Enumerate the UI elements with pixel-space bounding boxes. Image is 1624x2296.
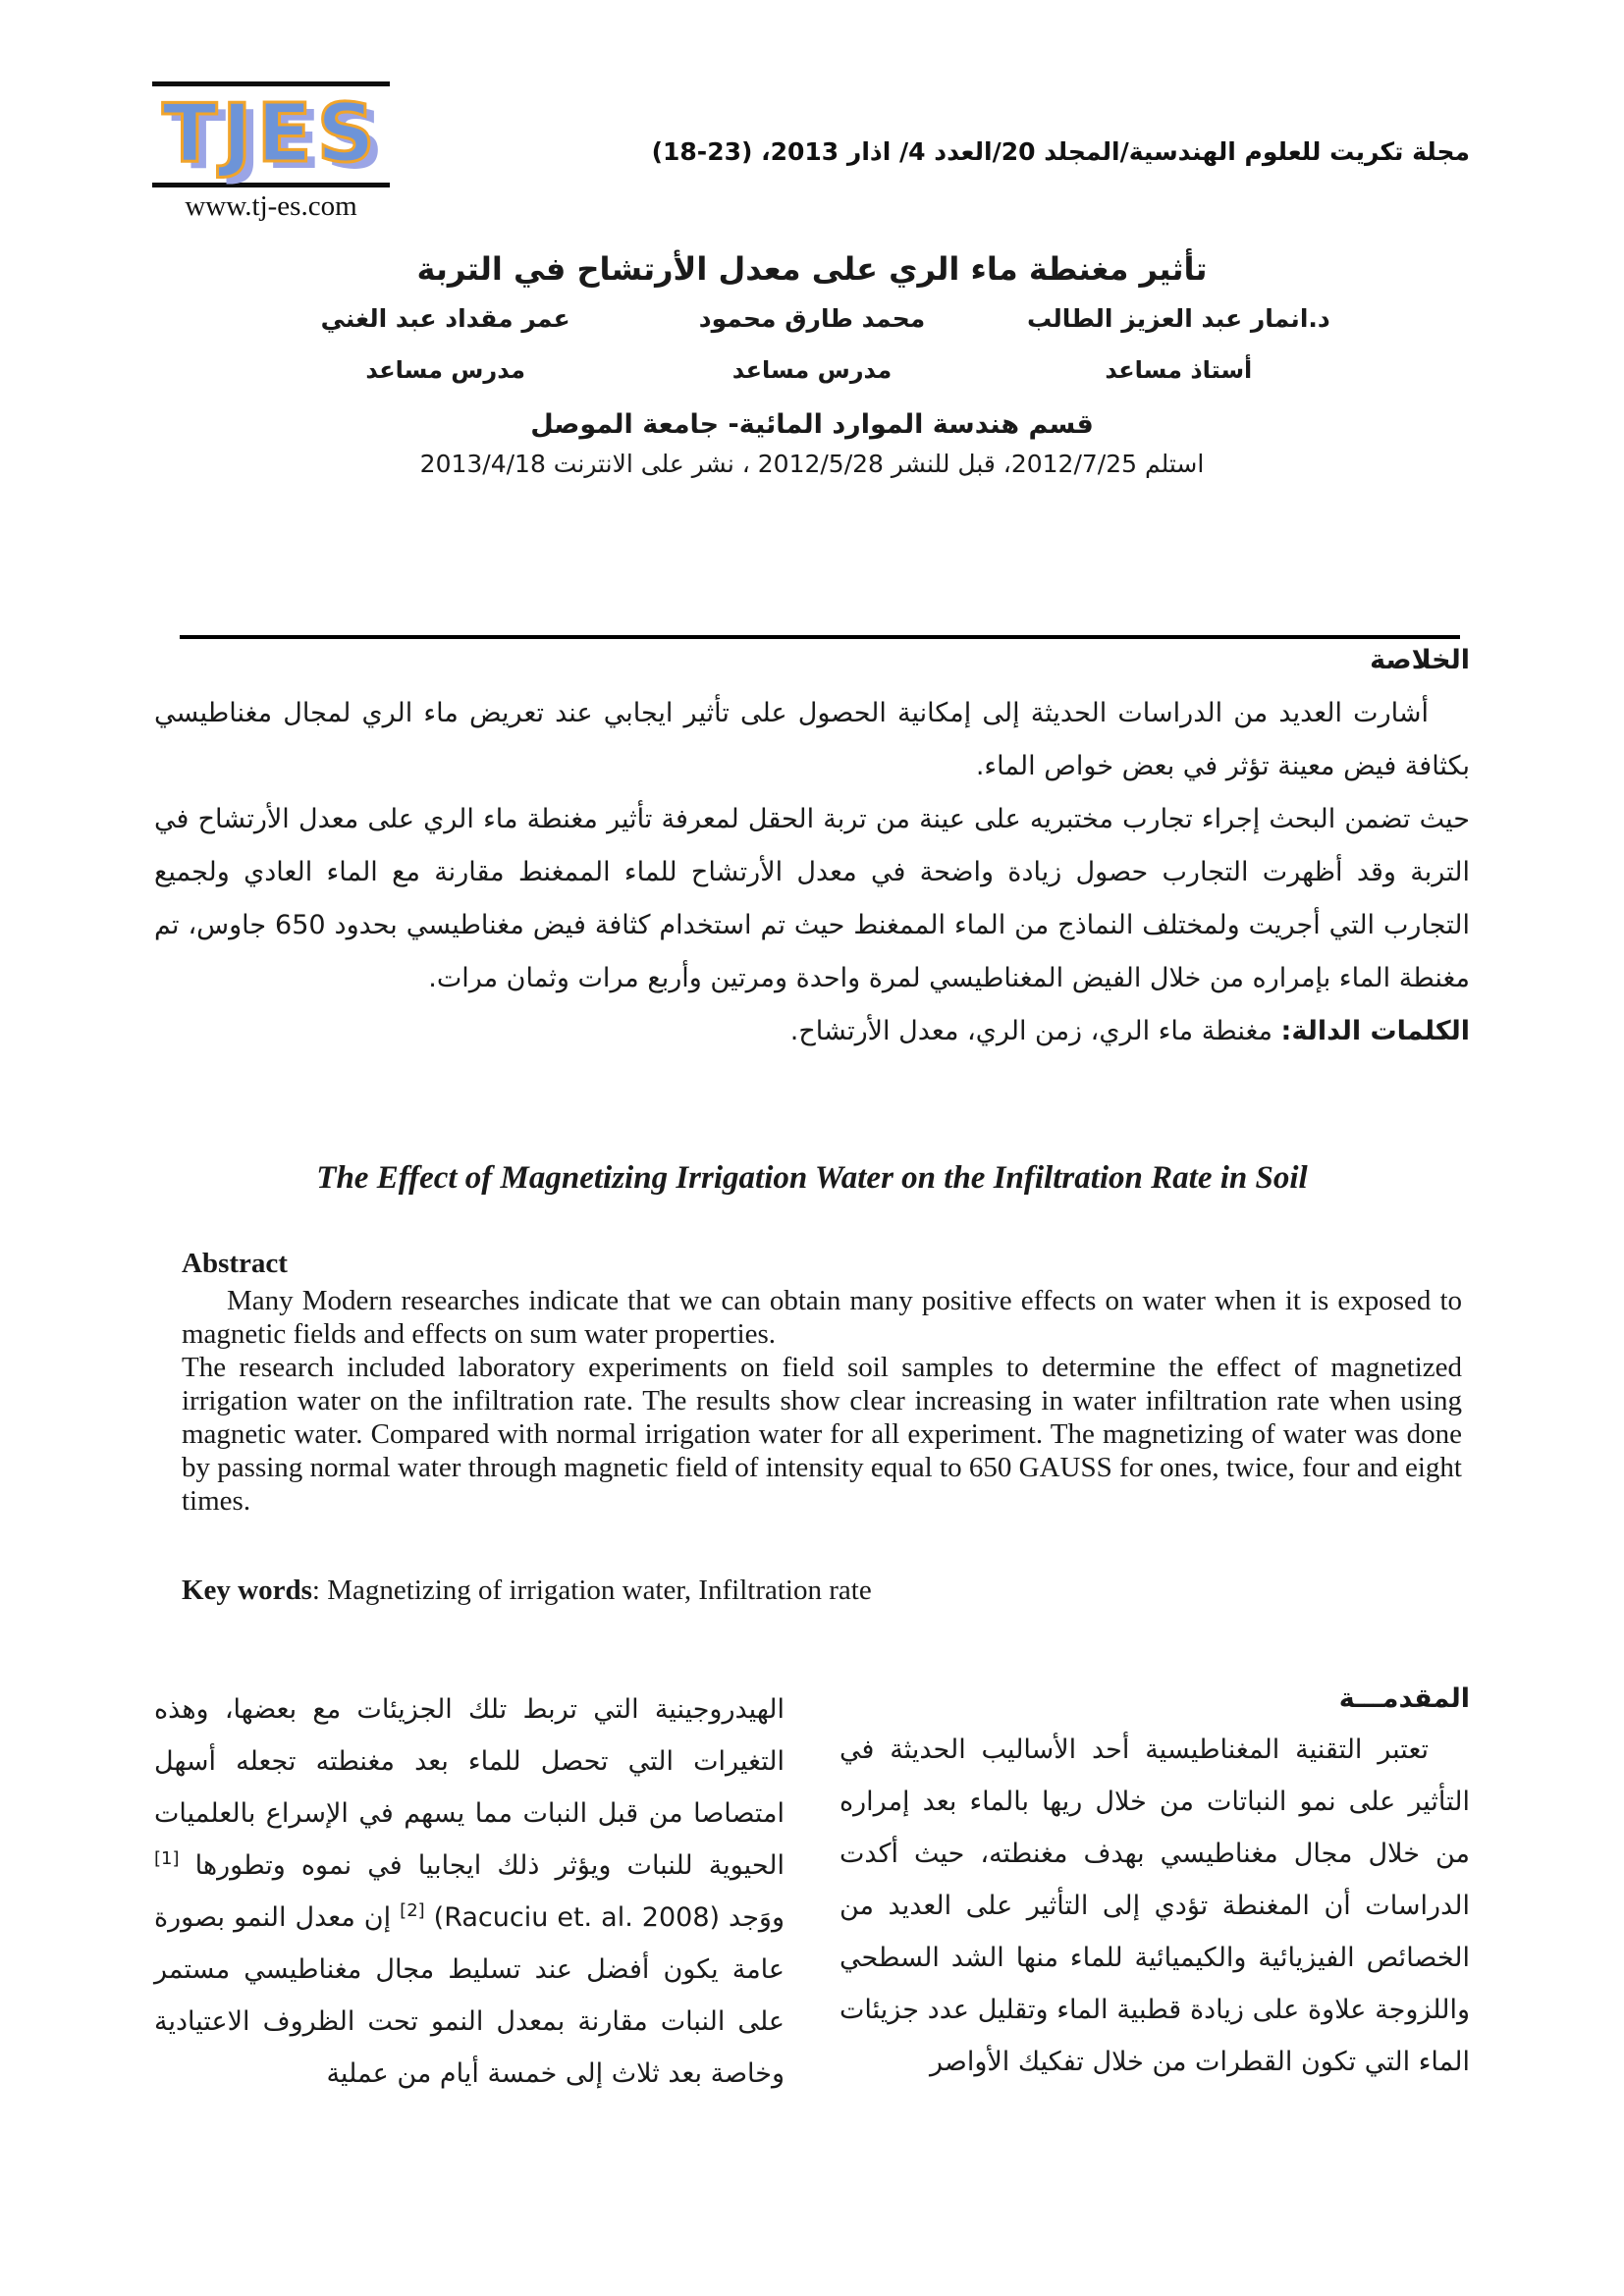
author-name-2: محمد طارق محمود xyxy=(698,304,926,333)
submission-dates: استلم 2012/7/25، قبل للنشر 2012/5/28 ، نشر على الانترنت 2013/4/18 xyxy=(419,450,1205,478)
intro-column-right xyxy=(839,1683,1470,2100)
english-abstract-paragraph-1: Many Modern researches indicate that we can obtain many positive effects on water when it is exposed to magnetic fields and effects on sum water properties. xyxy=(182,1285,1462,1350)
intro-paragraph-left xyxy=(154,1683,785,2100)
introduction-heading: المقدمـــة xyxy=(1338,1683,1470,1714)
intro-left-text-1: الهيدروجينية التي تربط تلك الجزيئات مع بعضها، وهذه التغيرات التي تحصل للماء بعد مغنطته تجعله أسهل امتصاصا من قبل النبات مما يسهم في الإسراع بالعلميات الحيوية للنبات ويؤثر ذلك ايجابيا في نموه وتطورها xyxy=(154,1694,785,1881)
citation-ref-2: [2] xyxy=(400,1900,425,1921)
author-position-1: أستاذ مساعد xyxy=(1105,356,1253,384)
english-abstract-section xyxy=(154,1248,1470,1518)
intro-column-left xyxy=(154,1683,785,2100)
author-position-2: مدرس مساعد xyxy=(731,356,893,384)
positions-row xyxy=(262,356,1362,384)
intro-left-text-3: إن معدل النمو بصورة عامة يكون أفضل عند تسليط مجال مغناطيسي مستمر على النبات مقارنة بمعدل النمو تحت الظروف الاعتيادية وخاصة بعد ثلاث إلى خمسة أيام من عملية xyxy=(154,1902,785,2089)
arabic-keywords-text: مغنطة ماء الري، زمن الري، معدل الأرتشاح. xyxy=(789,1016,1281,1046)
journal-logo-text: TJES xyxy=(162,87,380,181)
authors-row xyxy=(262,304,1362,333)
arabic-abstract-paragraph-2: حيث تضمن البحث إجراء تجارب مختبريه على عينة من تربة الحقل لمعرفة تأثير مغنطة ماء الري على معدل الأرتشاح في التربة وقد أظهرت التجارب حصول زيادة واضحة في معدل الأرتشاح للماء الممغنط مقارنة مع الماء العادي ولجميع التجارب التي أجريت ولمختلف النماذج من الماء الممغنط حيث تم استخدام كثافة فيض مغناطيسي بحدود 650 جاوس، تم مغنطة الماء بإمراره من خلال الفيض المغناطيسي لمرة واحدة ومرتين وأربع مرات وثمان مرات. xyxy=(154,804,1470,993)
author-name-1: د.انمار عبد العزيز الطالب xyxy=(1026,304,1330,333)
arabic-abstract-paragraph-1: أشارت العديد من الدراسات الحديثة إلى إمكانية الحصول على تأثير ايجابي عند تعريض ماء الري لمجال مغناطيسي بكثافة فيض معينة تؤثر في بعض خواص الماء. xyxy=(154,698,1470,781)
english-keywords-text: : Magnetizing of irrigation water, Infiltration rate xyxy=(311,1575,872,1606)
english-keywords-label: Key words xyxy=(182,1575,312,1606)
arabic-keywords-label: الكلمات الدالة: xyxy=(1280,1016,1470,1046)
intro-paragraph-right: تعتبر التقنية المغناطيسية أحد الأساليب الحديثة في التأثير على نمو النباتات من خلال ريها بالماء بعد إمراره من خلال مجال مغناطيسي بهدف مغنطته، حيث أكدت الدراسات أن المغنطة تؤدي إلى التأثير على العديد من الخصائص الفيزيائية والكيميائية للماء منها الشد السطحي واللزوجة علاوة على زيادة قطبية الماء وتقليل عدد جزيئات الماء التي تكون القطرات من خلال تفكيك الأواصر xyxy=(839,1735,1470,2077)
journal-logo-block xyxy=(152,81,390,223)
english-keywords-line xyxy=(154,1575,1470,1607)
author-name-3: عمر مقداد عبد الغني xyxy=(320,304,570,333)
affiliation: قسم هندسة الموارد المائية- جامعة الموصل xyxy=(530,409,1094,440)
author-position-3: مدرس مساعد xyxy=(365,356,525,384)
arabic-keywords-line xyxy=(154,1005,1470,1058)
english-abstract-paragraph-2: The research included laboratory experiments on field soil samples to determine the effect of magnetized irrigation water on the infiltration rate. The results show clear increasing in water infiltration rate when using magnetic water. Compared with normal irrigation water for all experiment. The magnetizing of water was done by passing normal water through magnetic field of intensity equal to 650 GAUSS for ones, twice, four and eight times. xyxy=(182,1352,1462,1517)
paper-title-arabic: تأثير مغنطة ماء الري على معدل الأرتشاح في التربة xyxy=(416,250,1208,288)
arabic-abstract-section xyxy=(154,645,1470,1058)
arabic-abstract-heading: الخلاصة xyxy=(1370,645,1470,675)
logo-bottom-rule xyxy=(152,183,390,187)
journal-header-ref: مجلة تكريت للعلوم الهندسية/المجلد 20/العدد 4/ اذار 2013، (23-18) xyxy=(651,137,1470,166)
intro-left-text-2: ووَجد (Racuciu et. al. 2008) xyxy=(424,1902,785,1933)
page-header xyxy=(154,0,1470,247)
english-abstract-heading: Abstract xyxy=(182,1248,288,1279)
journal-website-link[interactable]: www.tj-es.com xyxy=(185,190,357,222)
citation-ref-1: [1] xyxy=(154,1848,180,1869)
paper-title-english: The Effect of Magnetizing Irrigation Water on the Infiltration Rate in Soil xyxy=(316,1160,1308,1196)
introduction-section xyxy=(154,1683,1470,2100)
section-divider xyxy=(180,635,1460,639)
